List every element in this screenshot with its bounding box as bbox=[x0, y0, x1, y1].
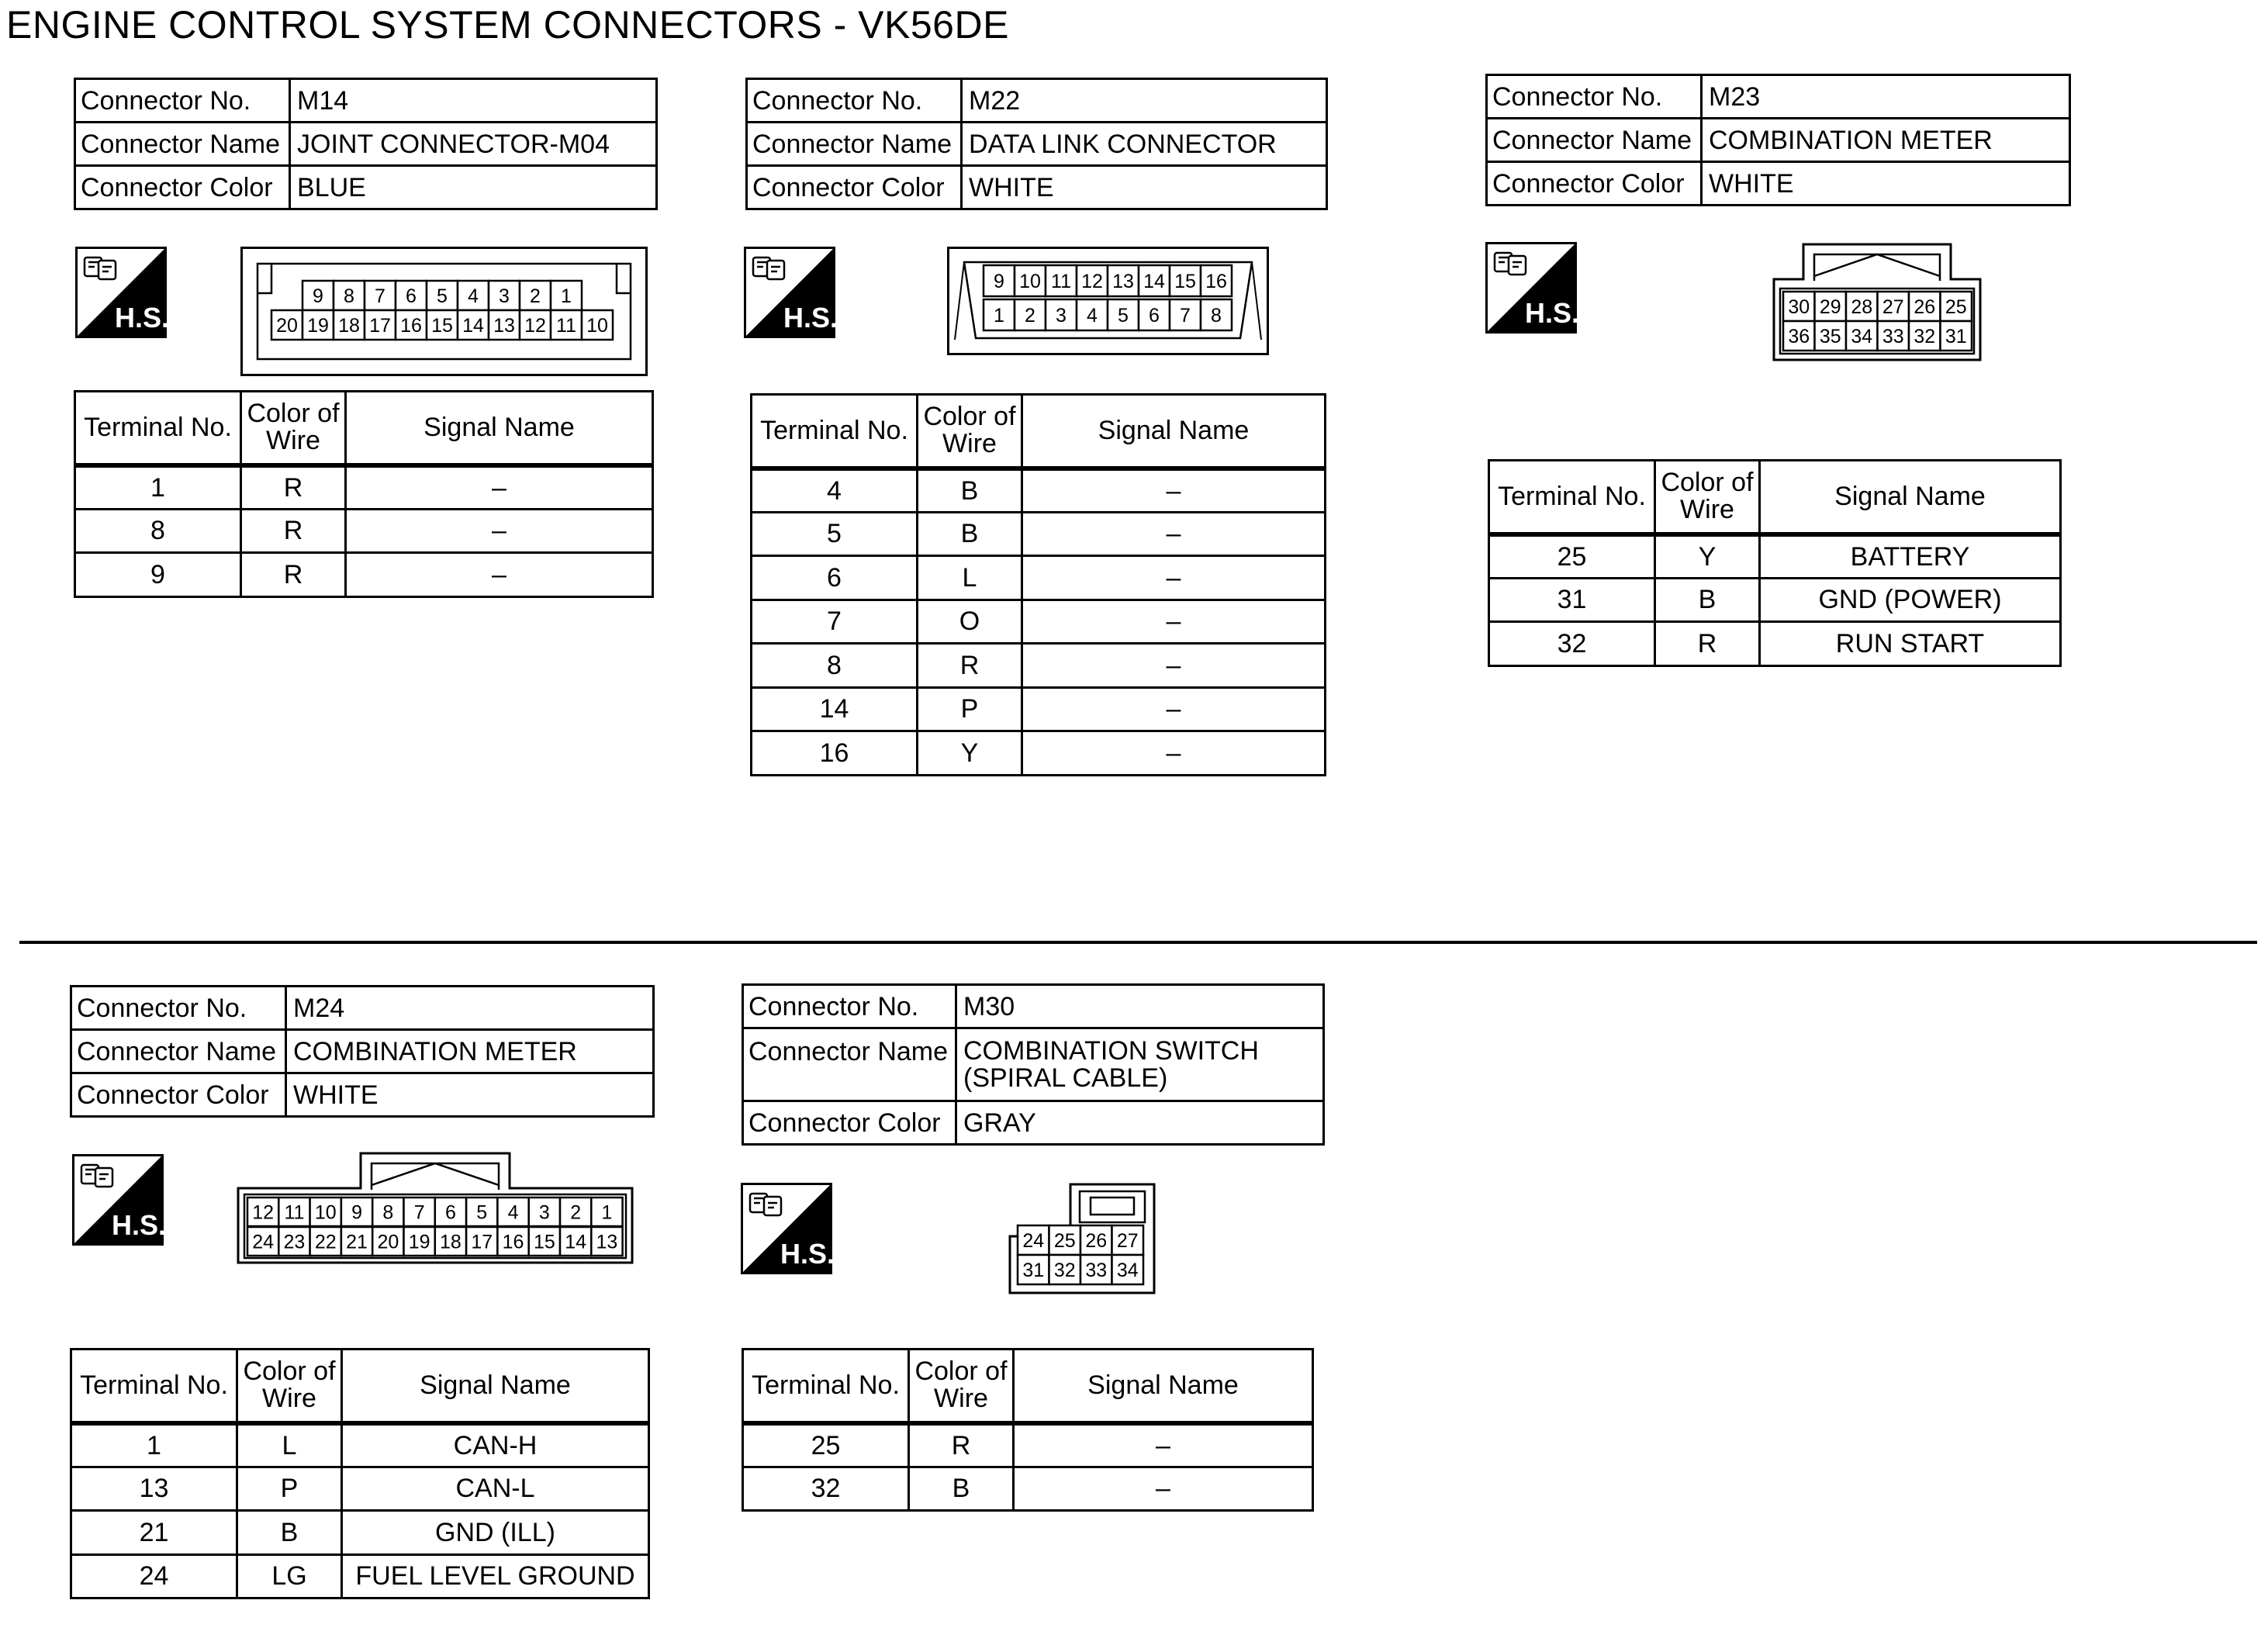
pin-label: 12 bbox=[1081, 271, 1103, 292]
wire-color-cell: R bbox=[918, 644, 1022, 688]
connector-no-value: M30 bbox=[956, 985, 1324, 1028]
pin-label: 6 bbox=[406, 285, 417, 307]
terminal-no-header: Terminal No. bbox=[1489, 461, 1655, 534]
pin-label: 26 bbox=[1914, 296, 1936, 318]
signal-name-header: Signal Name bbox=[1022, 395, 1326, 468]
pin-label: 14 bbox=[565, 1231, 587, 1253]
wire-color-header: Color of Wire bbox=[241, 392, 346, 465]
connector-no-label: Connector No. bbox=[75, 79, 290, 123]
pin-label: 24 bbox=[252, 1231, 275, 1253]
pin-label: 10 bbox=[586, 315, 608, 337]
signal-name-header: Signal Name bbox=[1760, 461, 2061, 534]
terminal-no-cell: 6 bbox=[752, 556, 918, 600]
pin-label: 31 bbox=[1945, 326, 1967, 347]
pin-label: 3 bbox=[1056, 305, 1067, 327]
wire-color-cell: R bbox=[241, 553, 346, 597]
connector-info-table bbox=[74, 78, 658, 210]
section-divider bbox=[19, 941, 2257, 944]
terminal-table bbox=[750, 393, 1326, 776]
pin-label: 34 bbox=[1116, 1260, 1139, 1281]
signal-name-cell: – bbox=[1022, 731, 1326, 776]
pin-label: 27 bbox=[1882, 296, 1904, 318]
terminal-no-cell: 32 bbox=[743, 1467, 909, 1511]
terminal-row bbox=[75, 509, 653, 553]
terminal-row bbox=[752, 600, 1326, 644]
wire-color-cell: B bbox=[918, 512, 1022, 556]
terminal-row bbox=[752, 512, 1326, 556]
terminal-no-cell: 24 bbox=[71, 1554, 237, 1598]
terminal-no-cell: 25 bbox=[1489, 534, 1655, 579]
pin-label: 20 bbox=[276, 315, 298, 337]
hs-label: H.S. bbox=[1524, 297, 1577, 329]
pin-label: 14 bbox=[462, 315, 484, 337]
wire-color-cell: Y bbox=[918, 731, 1022, 776]
connector-no-label: Connector No. bbox=[743, 985, 956, 1028]
connector-info-table bbox=[70, 985, 655, 1118]
pin-label: 12 bbox=[252, 1201, 275, 1224]
pin-label: 5 bbox=[476, 1201, 488, 1224]
signal-name-header: Signal Name bbox=[1014, 1350, 1313, 1423]
harness-side-icon bbox=[744, 247, 835, 338]
pin-label: 21 bbox=[346, 1231, 368, 1253]
terminal-no-cell: 21 bbox=[71, 1511, 237, 1555]
terminal-no-cell: 7 bbox=[752, 600, 918, 644]
pin-label: 30 bbox=[1788, 296, 1810, 318]
pin-label: 25 bbox=[1053, 1230, 1076, 1252]
connector-color-label: Connector Color bbox=[71, 1073, 286, 1117]
pin-label: 5 bbox=[437, 285, 448, 307]
terminal-row bbox=[1489, 534, 2061, 579]
terminal-row bbox=[752, 468, 1326, 513]
wire-color-cell: B bbox=[1655, 578, 1760, 622]
terminal-row bbox=[752, 731, 1326, 776]
pin-label: 29 bbox=[1819, 296, 1841, 318]
pin-label: 15 bbox=[1174, 271, 1196, 292]
connector-color-label: Connector Color bbox=[747, 166, 962, 209]
pin-label: 3 bbox=[499, 285, 510, 307]
connector-name-value: COMBINATION METER bbox=[286, 1030, 654, 1073]
signal-name-cell: – bbox=[1014, 1423, 1313, 1467]
connector-info-table bbox=[745, 78, 1328, 210]
pin-label: 16 bbox=[400, 315, 422, 337]
terminal-row bbox=[743, 1423, 1313, 1467]
wire-color-header: Color of Wire bbox=[1655, 461, 1760, 534]
wire-color-cell: R bbox=[241, 465, 346, 510]
pin-label: 26 bbox=[1085, 1230, 1108, 1252]
terminal-table bbox=[1488, 459, 2062, 667]
wire-color-cell: R bbox=[241, 509, 346, 553]
terminal-no-cell: 13 bbox=[71, 1467, 237, 1511]
signal-name-cell: – bbox=[1022, 512, 1326, 556]
wire-color-cell: B bbox=[909, 1467, 1014, 1511]
signal-name-cell: GND (POWER) bbox=[1760, 578, 2061, 622]
signal-name-cell: – bbox=[1022, 687, 1326, 731]
connector-name-label: Connector Name bbox=[747, 123, 962, 166]
connector-face-diagram bbox=[240, 247, 648, 376]
connector-info-table bbox=[742, 983, 1325, 1146]
connector-name-label: Connector Name bbox=[743, 1028, 956, 1101]
pin-label: 31 bbox=[1022, 1260, 1045, 1281]
wire-color-cell: R bbox=[909, 1423, 1014, 1467]
wire-color-header: Color of Wire bbox=[909, 1350, 1014, 1423]
connector-info-table bbox=[1485, 74, 2071, 206]
pin-label: 33 bbox=[1882, 326, 1904, 347]
signal-name-header: Signal Name bbox=[342, 1350, 649, 1423]
pin-label: 9 bbox=[351, 1201, 363, 1224]
pin-label: 9 bbox=[994, 271, 1004, 292]
connector-name-label: Connector Name bbox=[1487, 119, 1702, 162]
signal-name-cell: – bbox=[1022, 644, 1326, 688]
connector-color-value: GRAY bbox=[956, 1101, 1324, 1145]
pin-label: 19 bbox=[307, 315, 329, 337]
connector-name-label: Connector Name bbox=[75, 123, 290, 166]
terminal-row bbox=[752, 644, 1326, 688]
terminal-no-cell: 32 bbox=[1489, 622, 1655, 666]
pin-label: 11 bbox=[1051, 271, 1071, 292]
pin-label: 17 bbox=[369, 315, 391, 337]
terminal-no-cell: 31 bbox=[1489, 578, 1655, 622]
pin-label: 5 bbox=[1118, 305, 1129, 327]
connector-face-diagram bbox=[237, 1151, 634, 1265]
terminal-no-cell: 1 bbox=[75, 465, 241, 510]
connector-face-diagram bbox=[1008, 1182, 1156, 1295]
terminal-row bbox=[1489, 622, 2061, 666]
wire-color-cell: B bbox=[918, 468, 1022, 513]
pin-label: 2 bbox=[570, 1201, 582, 1224]
pin-label: 16 bbox=[502, 1231, 524, 1253]
harness-side-icon bbox=[741, 1183, 832, 1274]
pin-label: 3 bbox=[538, 1201, 550, 1224]
terminal-row bbox=[752, 687, 1326, 731]
pin-label: 8 bbox=[344, 285, 354, 307]
pin-label: 7 bbox=[1180, 305, 1191, 327]
connector-no-value: M22 bbox=[962, 79, 1327, 123]
signal-name-cell: – bbox=[346, 465, 653, 510]
signal-name-cell: RUN START bbox=[1760, 622, 2061, 666]
pin-label: 28 bbox=[1851, 296, 1873, 318]
pin-label: 11 bbox=[284, 1201, 305, 1224]
pin-label: 8 bbox=[382, 1201, 394, 1224]
terminal-no-cell: 8 bbox=[75, 509, 241, 553]
page-title: ENGINE CONTROL SYSTEM CONNECTORS - VK56DE bbox=[6, 3, 1009, 47]
signal-name-cell: – bbox=[346, 509, 653, 553]
connector-color-value: WHITE bbox=[1702, 162, 2070, 206]
pin-label: 18 bbox=[338, 315, 360, 337]
connector-color-value: WHITE bbox=[962, 166, 1327, 209]
pin-label: 13 bbox=[493, 315, 515, 337]
pin-label: 15 bbox=[533, 1231, 555, 1253]
connector-no-label: Connector No. bbox=[1487, 75, 1702, 119]
signal-name-cell: – bbox=[1022, 468, 1326, 513]
connector-face-diagram bbox=[947, 247, 1269, 355]
hs-label: H.S. bbox=[780, 1238, 832, 1270]
terminal-table bbox=[70, 1348, 650, 1599]
wire-color-cell: R bbox=[1655, 622, 1760, 666]
terminal-no-cell: 4 bbox=[752, 468, 918, 513]
terminal-row bbox=[71, 1467, 649, 1511]
connector-color-value: WHITE bbox=[286, 1073, 654, 1117]
wire-color-cell: Y bbox=[1655, 534, 1760, 579]
harness-side-icon bbox=[72, 1154, 164, 1246]
terminal-no-cell: 16 bbox=[752, 731, 918, 776]
terminal-row bbox=[752, 556, 1326, 600]
connector-color-label: Connector Color bbox=[743, 1101, 956, 1145]
signal-name-header: Signal Name bbox=[346, 392, 653, 465]
pin-label: 22 bbox=[314, 1231, 337, 1253]
pin-label: 6 bbox=[444, 1201, 456, 1224]
pin-label: 35 bbox=[1819, 326, 1841, 347]
terminal-no-cell: 8 bbox=[752, 644, 918, 688]
signal-name-cell: – bbox=[1022, 556, 1326, 600]
pin-label: 27 bbox=[1116, 1230, 1139, 1252]
connector-color-value: BLUE bbox=[290, 166, 657, 209]
pin-label: 1 bbox=[994, 305, 1004, 327]
connector-no-value: M23 bbox=[1702, 75, 2070, 119]
pin-label: 2 bbox=[530, 285, 541, 307]
hs-label: H.S. bbox=[114, 302, 167, 334]
terminal-row bbox=[71, 1554, 649, 1598]
terminal-table bbox=[742, 1348, 1314, 1512]
wire-color-cell: L bbox=[237, 1423, 342, 1467]
connector-name-value: JOINT CONNECTOR-M04 bbox=[290, 123, 657, 166]
pin-label: 13 bbox=[596, 1231, 618, 1253]
signal-name-cell: – bbox=[1022, 600, 1326, 644]
signal-name-cell: BATTERY bbox=[1760, 534, 2061, 579]
pin-label: 23 bbox=[283, 1231, 306, 1253]
pin-label: 7 bbox=[413, 1201, 425, 1224]
hs-label: H.S. bbox=[111, 1209, 164, 1241]
pin-label: 25 bbox=[1945, 296, 1967, 318]
pin-label: 10 bbox=[314, 1201, 337, 1224]
terminal-no-cell: 14 bbox=[752, 687, 918, 731]
terminal-no-cell: 5 bbox=[752, 512, 918, 556]
signal-name-cell: FUEL LEVEL GROUND bbox=[342, 1554, 649, 1598]
pin-label: 8 bbox=[1211, 305, 1222, 327]
signal-name-cell: CAN-L bbox=[342, 1467, 649, 1511]
connector-no-label: Connector No. bbox=[71, 987, 286, 1030]
pin-label: 34 bbox=[1851, 326, 1873, 347]
wire-color-cell: LG bbox=[237, 1554, 342, 1598]
terminal-no-cell: 1 bbox=[71, 1423, 237, 1467]
pin-label: 1 bbox=[601, 1201, 613, 1224]
terminal-row bbox=[75, 465, 653, 510]
pin-label: 16 bbox=[1205, 271, 1227, 292]
terminal-row bbox=[1489, 578, 2061, 622]
terminal-no-cell: 25 bbox=[743, 1423, 909, 1467]
pin-label: 10 bbox=[1019, 271, 1041, 292]
pin-label: 4 bbox=[468, 285, 479, 307]
terminal-no-cell: 9 bbox=[75, 553, 241, 597]
pin-label: 4 bbox=[507, 1201, 519, 1224]
wire-color-cell: P bbox=[237, 1467, 342, 1511]
pin-label: 24 bbox=[1022, 1230, 1045, 1252]
wire-color-header: Color of Wire bbox=[237, 1350, 342, 1423]
connector-face-diagram bbox=[1772, 242, 1982, 362]
terminal-row bbox=[743, 1467, 1313, 1511]
pin-label: 14 bbox=[1143, 271, 1165, 292]
terminal-no-header: Terminal No. bbox=[752, 395, 918, 468]
harness-side-icon bbox=[75, 247, 167, 338]
wire-color-cell: B bbox=[237, 1511, 342, 1555]
signal-name-cell: GND (ILL) bbox=[342, 1511, 649, 1555]
signal-name-cell: CAN-H bbox=[342, 1423, 649, 1467]
pin-label: 11 bbox=[556, 315, 576, 337]
wire-color-header: Color of Wire bbox=[918, 395, 1022, 468]
pin-label: 17 bbox=[471, 1231, 493, 1253]
terminal-row bbox=[75, 553, 653, 597]
pin-label: 36 bbox=[1788, 326, 1810, 347]
terminal-table bbox=[74, 390, 654, 598]
terminal-no-header: Terminal No. bbox=[743, 1350, 909, 1423]
terminal-row bbox=[71, 1511, 649, 1555]
pin-label: 18 bbox=[440, 1231, 462, 1253]
pin-label: 19 bbox=[408, 1231, 430, 1253]
hs-label: H.S. bbox=[783, 302, 835, 334]
pin-label: 15 bbox=[431, 315, 453, 337]
pin-label: 20 bbox=[377, 1231, 399, 1253]
terminal-row bbox=[71, 1423, 649, 1467]
connector-no-label: Connector No. bbox=[747, 79, 962, 123]
pin-label: 13 bbox=[1112, 271, 1134, 292]
connector-color-label: Connector Color bbox=[1487, 162, 1702, 206]
connector-name-label: Connector Name bbox=[71, 1030, 286, 1073]
harness-side-icon bbox=[1485, 242, 1577, 334]
wire-color-cell: L bbox=[918, 556, 1022, 600]
pin-label: 33 bbox=[1085, 1260, 1108, 1281]
pin-label: 2 bbox=[1025, 305, 1035, 327]
terminal-no-header: Terminal No. bbox=[75, 392, 241, 465]
pin-label: 9 bbox=[313, 285, 323, 307]
wire-color-cell: P bbox=[918, 687, 1022, 731]
pin-label: 1 bbox=[561, 285, 572, 307]
connector-no-value: M24 bbox=[286, 987, 654, 1030]
connector-color-label: Connector Color bbox=[75, 166, 290, 209]
pin-label: 32 bbox=[1914, 326, 1936, 347]
pin-label: 6 bbox=[1149, 305, 1160, 327]
signal-name-cell: – bbox=[346, 553, 653, 597]
terminal-no-header: Terminal No. bbox=[71, 1350, 237, 1423]
connector-name-value: DATA LINK CONNECTOR bbox=[962, 123, 1327, 166]
pin-label: 4 bbox=[1087, 305, 1098, 327]
signal-name-cell: – bbox=[1014, 1467, 1313, 1511]
wire-color-cell: O bbox=[918, 600, 1022, 644]
pin-label: 32 bbox=[1053, 1260, 1076, 1281]
connector-no-value: M14 bbox=[290, 79, 657, 123]
connector-name-value: COMBINATION METER bbox=[1702, 119, 2070, 162]
connector-name-value: COMBINATION SWITCH (SPIRAL CABLE) bbox=[956, 1028, 1324, 1101]
pin-label: 7 bbox=[375, 285, 385, 307]
pin-label: 12 bbox=[524, 315, 546, 337]
